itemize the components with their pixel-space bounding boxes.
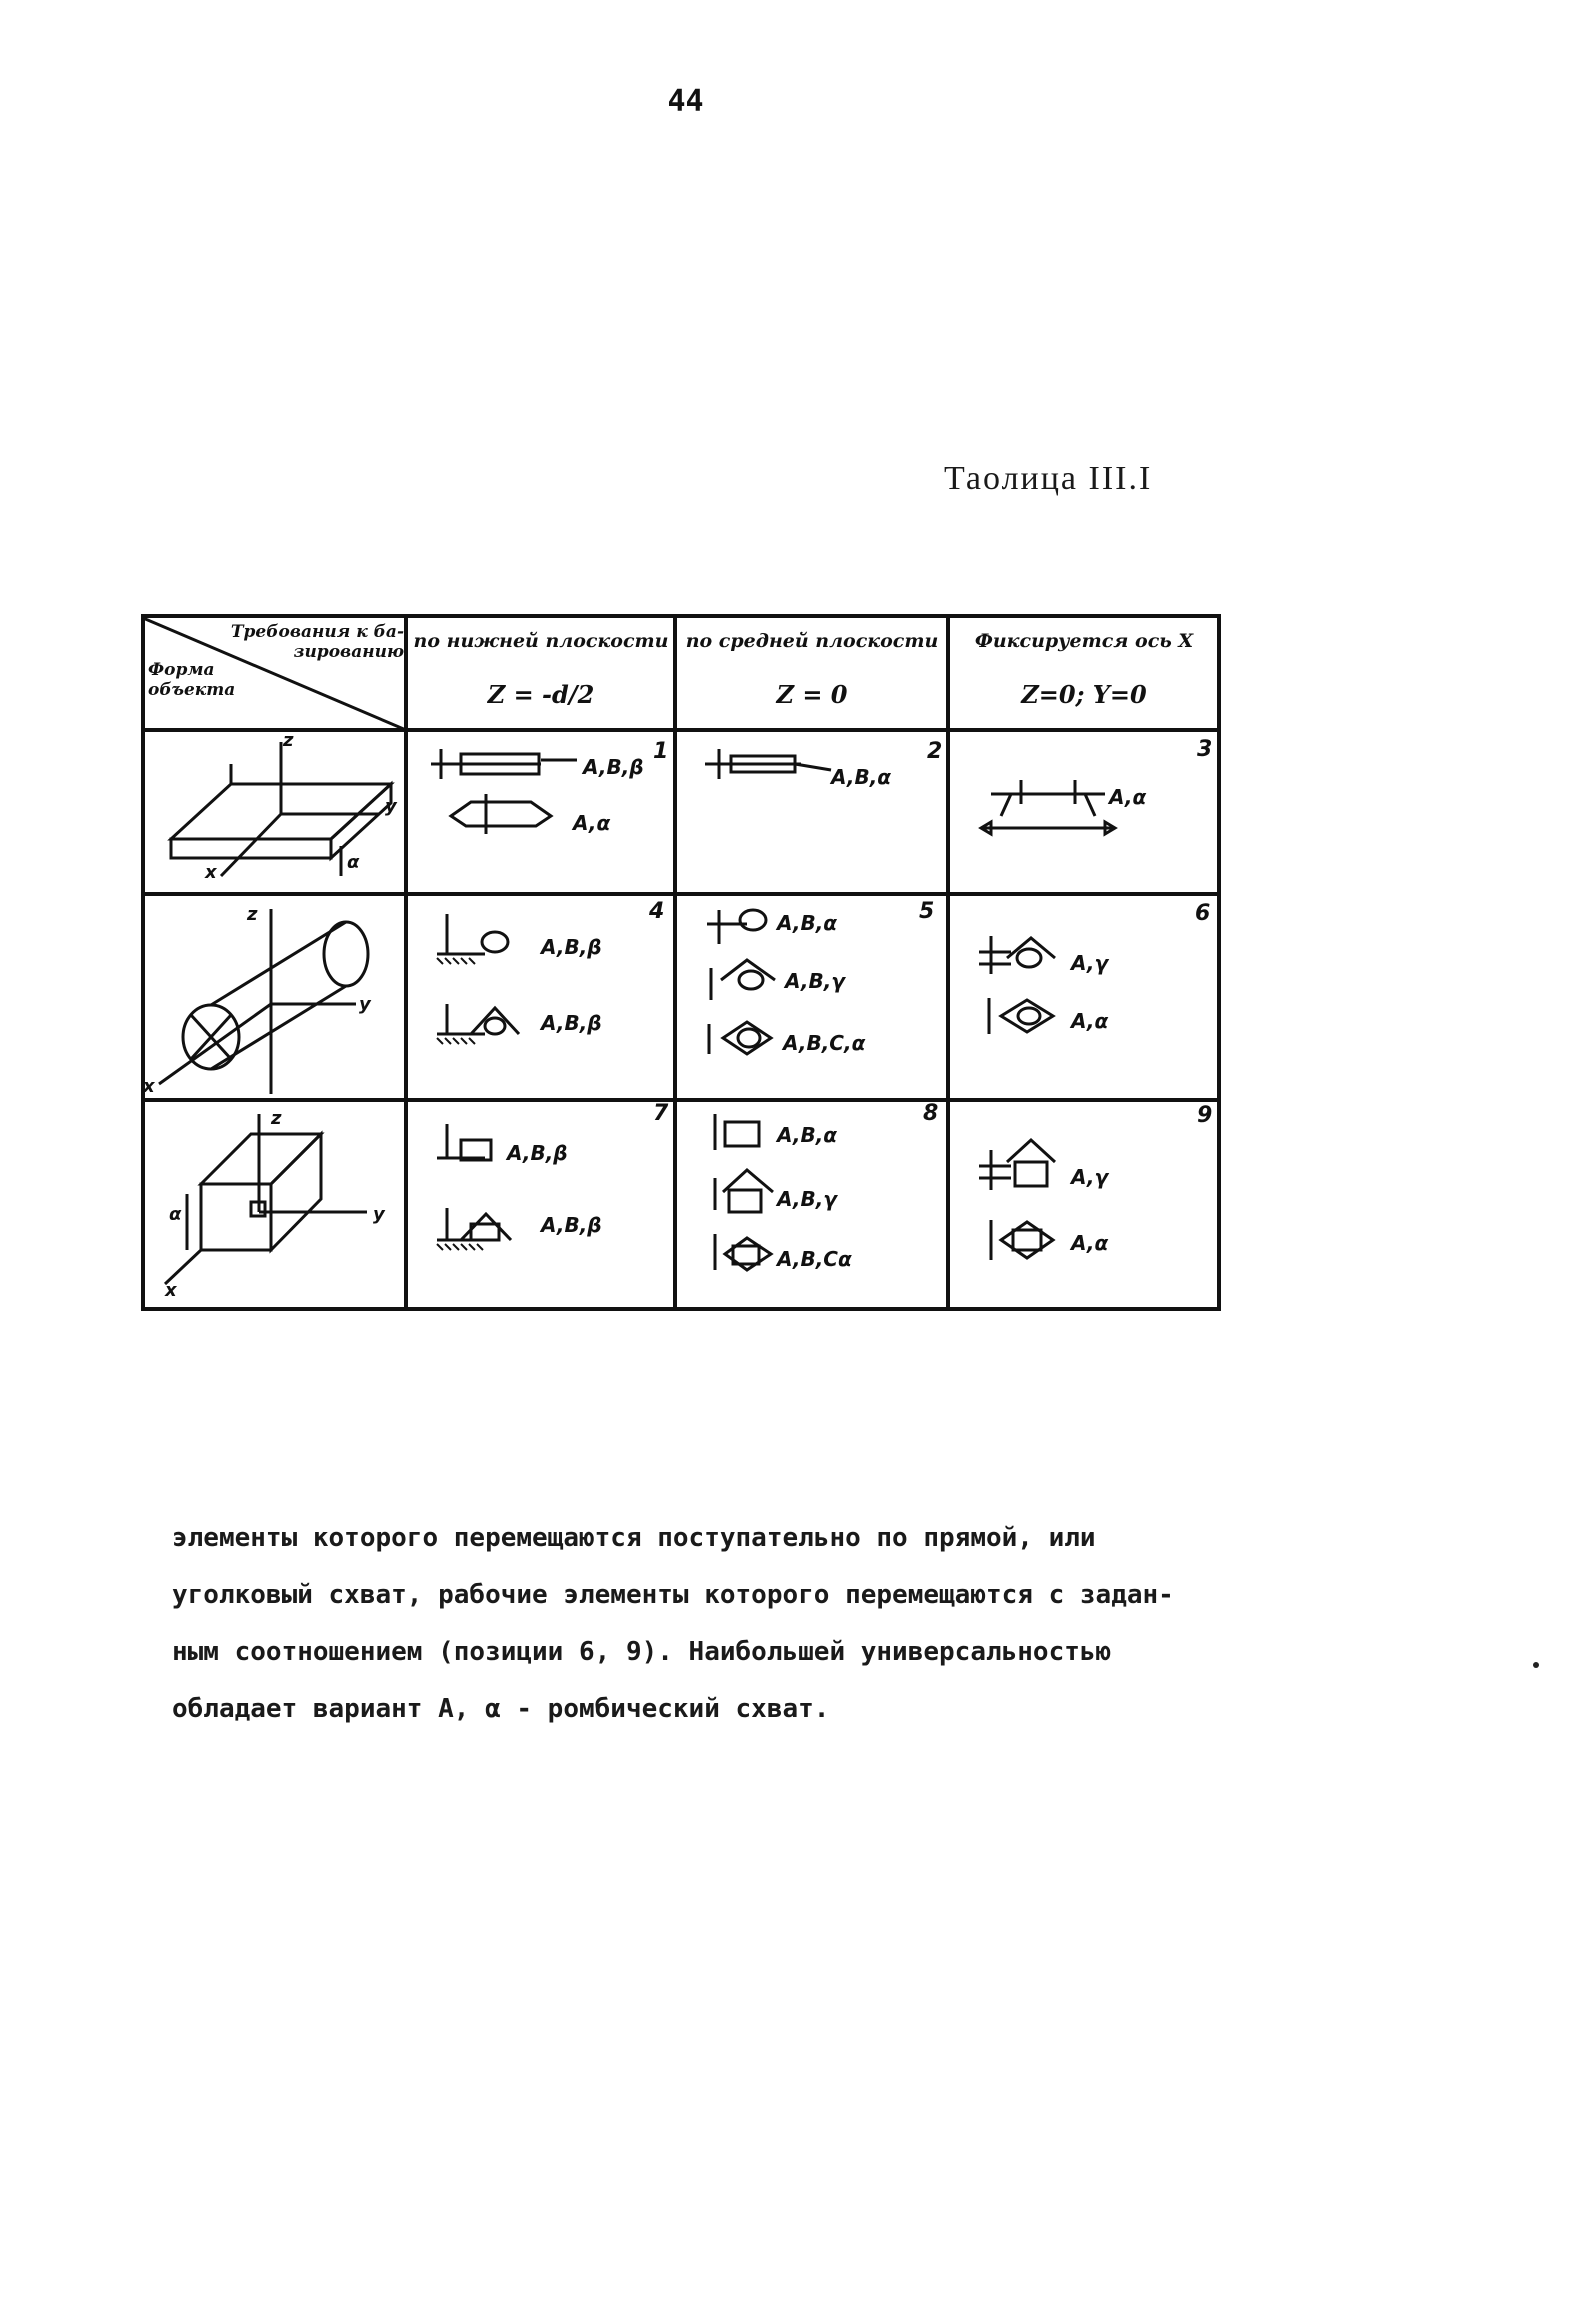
cell-label: A,α bbox=[1109, 785, 1147, 809]
axis-label-z: z bbox=[247, 904, 258, 925]
cell-label: A,B,α bbox=[777, 1123, 838, 1147]
gripper-sketches bbox=[431, 749, 1115, 1270]
column-header bbox=[679, 632, 945, 732]
cell-label: A,α bbox=[573, 811, 611, 835]
paragraph-line: обладает вариант A, α - ромбический схват. bbox=[172, 1694, 830, 1724]
axis-label-y: y bbox=[359, 994, 371, 1015]
cell-number: 3 bbox=[1197, 737, 1213, 762]
cell-label: A,B,β bbox=[541, 935, 602, 959]
table-caption: Таолица III.I bbox=[944, 460, 1153, 497]
cell-label: A,B,β bbox=[583, 755, 644, 779]
cell-label: A,B,α bbox=[831, 765, 892, 789]
cell-label: A,B,β bbox=[541, 1213, 602, 1237]
cell-label: A,γ bbox=[1071, 951, 1109, 975]
cell-number: 1 bbox=[653, 739, 669, 764]
column-header-title: по нижней плоскости bbox=[413, 630, 669, 652]
cell-number: 5 bbox=[919, 899, 935, 924]
cell-label: A,B,α bbox=[777, 911, 838, 935]
column-header-title: Фиксируется ось X bbox=[974, 630, 1194, 652]
paragraph-line: элементы которого перемещаются поступательно по прямой, или bbox=[172, 1523, 1096, 1553]
axis-label-x: x bbox=[205, 862, 217, 883]
cell-label: A,B,γ bbox=[777, 1187, 837, 1211]
paragraph-line: ным соотношением (позиции 6, 9). Наибольшей универсальностью bbox=[172, 1637, 1112, 1667]
axis-label-z: z bbox=[271, 1108, 282, 1129]
axis-label-y: y bbox=[373, 1204, 385, 1225]
page-number: 44 bbox=[667, 84, 704, 119]
cell-number: 8 bbox=[923, 1101, 939, 1126]
cell-label: A,γ bbox=[1071, 1165, 1109, 1189]
column-header bbox=[410, 632, 672, 732]
cell-number: 2 bbox=[927, 739, 943, 764]
axis-label-z: z bbox=[283, 730, 294, 751]
cell-number: 7 bbox=[653, 1101, 669, 1126]
cell-number: 4 bbox=[649, 899, 665, 924]
cell-label: A,α bbox=[1071, 1009, 1109, 1033]
box-object-drawing bbox=[165, 1114, 367, 1284]
column-header-title: по средней плоскости bbox=[685, 630, 939, 652]
cell-number: 9 bbox=[1197, 1103, 1213, 1128]
cell-label: A,α bbox=[1071, 1231, 1109, 1255]
axis-label-x: x bbox=[143, 1076, 155, 1097]
corner-top-text: Требования к ба- зированию bbox=[230, 622, 404, 662]
cell-label: A,B,β bbox=[507, 1141, 568, 1165]
column-header bbox=[952, 632, 1216, 732]
cell-label: A,B,Cα bbox=[777, 1247, 852, 1271]
angle-label: α bbox=[169, 1204, 182, 1225]
cell-label: A,B,C,α bbox=[783, 1031, 866, 1055]
paragraph-line: уголковый схват, рабочие элементы которого перемещаются с задан- bbox=[172, 1580, 1174, 1610]
axis-label-x: x bbox=[165, 1280, 177, 1301]
angle-label: α bbox=[347, 852, 360, 873]
cell-number: 6 bbox=[1195, 901, 1211, 926]
corner-bottom-text: Форма объекта bbox=[148, 660, 236, 700]
cell-label: A,B,γ bbox=[785, 969, 845, 993]
column-header-formula: Z = 0 bbox=[776, 680, 848, 709]
column-header-formula: Z = -d/2 bbox=[487, 680, 595, 709]
body-paragraph bbox=[172, 1510, 1332, 1738]
axis-label-y: y bbox=[385, 796, 397, 817]
ground-hatching bbox=[437, 958, 483, 1250]
column-header-formula: Z=0; Y=0 bbox=[1021, 680, 1147, 709]
cylinder-object-drawing bbox=[159, 909, 368, 1094]
cell-label: A,B,β bbox=[541, 1011, 602, 1035]
stray-mark bbox=[1533, 1662, 1539, 1668]
